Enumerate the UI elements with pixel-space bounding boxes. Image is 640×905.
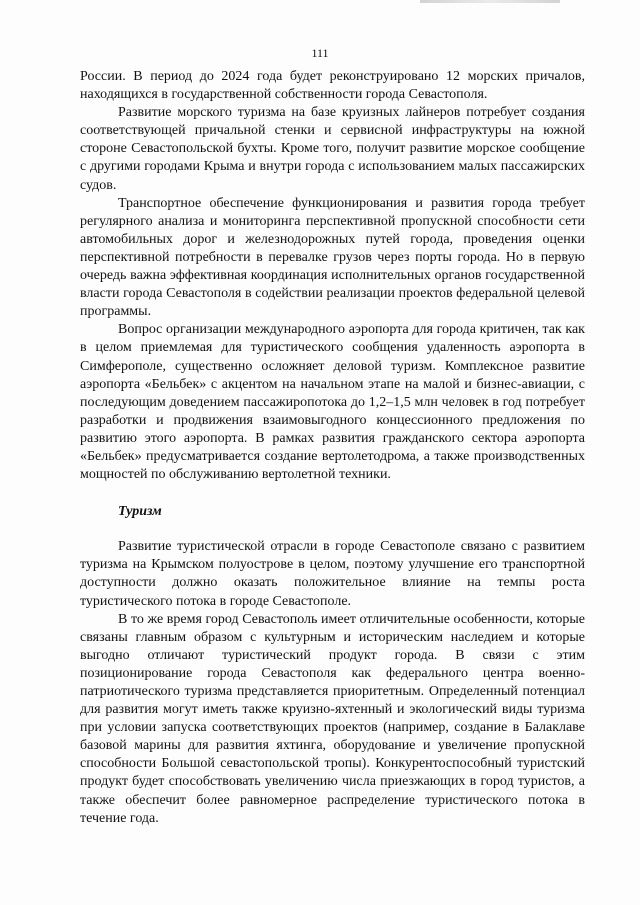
paragraph-cruise-tourism: Развитие морского туризма на базе круизных лайнеров потребует создания соответствующей причальной стенки и сервисной инфраструктуры на южной стороне Севастопольской бухты. Кроме того, получит развитие морское сообщение с другими городами Крыма и внутри города с использованием малых пассажирских судов. [80,105,585,193]
paragraph-tourism-development: Развитие туристической отрасли в городе Севастополе связано с развитием туризма на Крымском полуострове в целом, поэтому улучшение его транспортной доступности должно оказать положительное влияние на темпы роста туристического потока в городе Севастополе. [80,539,585,609]
page-body [80,68,585,828]
paragraph-transport-support: Транспортное обеспечение функционирования и развития города требует регулярного анализа и мониторинга перспективной пропускной способности сети автомобильных дорог и железнодорожных путей города, проведения оценки перспективной потребности в перевалке грузов через порты города. Но в первую очередь важна эффективная координация исполнительных органов государственной власти города Севастополя в содействии реализации проектов федеральной целевой программы. [80,195,585,320]
paragraph-ports: России. В период до 2024 года будет реконструировано 12 морских причалов, находящихся в государственной собственности города Севастополя. [80,69,585,103]
page-number: 111 [311,46,329,60]
paragraph-airport: Вопрос организации международного аэропорта для города критичен, так как в целом приемлемая для туристического сообщения удаленность аэропорта в Симферополе, существенно осложняет деловой туризм. Комплексное развитие аэропорта «Бельбек» с акцентом на начальном этапе на малой и бизнес-авиации, с последующим доведением пассажиропотока до 1,2–1,5 млн человек в год потребует разработки и продвижения взаимовыгодного концессионного предложения по развитию этого аэропорта. В рамках развития гражданского сектора аэропорта «Бельбек» предусматривается создание вертолетодрома, а также производственных мощностей по обслуживанию вертолетной техники. [80,322,585,483]
scan-header-mark [420,0,560,3]
section-heading-tourism: Туризм [118,504,162,520]
paragraph-tourism-features: В то же время город Севастополь имеет отличительные особенности, которые связаны главным образом с культурным и историческим наследием и которые выгодно отличают туристический продукт города. В связи с этим позиционирование города Севастополя как федерального центра военно-патриотического туризма представляется приоритетным. Определенный потенциал для развития могут иметь также круизно-яхтенный и экологический виды туризма при условии запуска соответствующих проектов (например, создание в Балаклаве базовой марины для развития яхтинга, оборудование и увеличение пропускной способности Большой севастопольской тропы). Конкурентоспособный туристский продукт будет способствовать увеличению числа приезжающих в город туристов, а также обеспечит более равномерное распределение туристического потока в течение года. [80,611,585,826]
